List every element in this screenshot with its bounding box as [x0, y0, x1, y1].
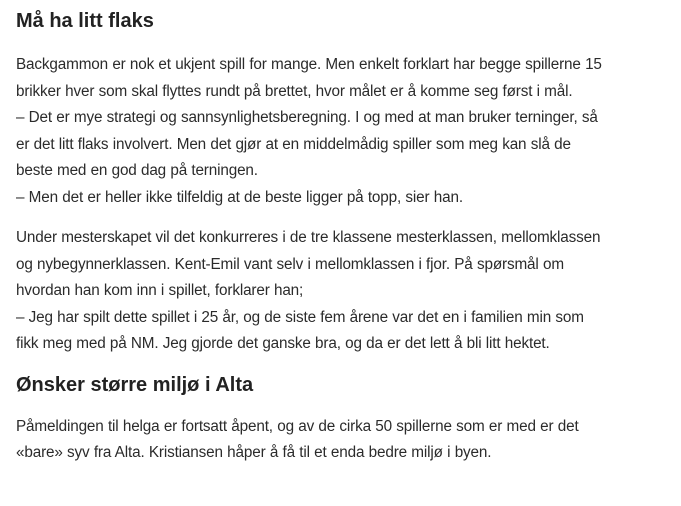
section-heading-miljo: Ønsker større miljø i Alta — [16, 373, 254, 396]
text-line: beste med en god dag på terningen. — [16, 162, 258, 179]
section-heading-flaks: Må ha litt flaks — [16, 10, 154, 32]
text-line: er det litt flaks involvert. Men det gjør at en middelmådig spiller som meg kan slå de — [16, 135, 571, 153]
paragraph-registration — [16, 414, 665, 467]
text-line: – Men det er heller ikke tilfeldig at de beste ligger på topp, sier han. — [16, 188, 463, 206]
paragraph-backgammon-intro — [16, 52, 665, 211]
text-line: hvordan han kom inn i spillet, forklarer han; — [16, 282, 304, 299]
text-line: Backgammon er nok et ukjent spill for mange. Men enkelt forklart har begge spillerne 15 — [16, 56, 602, 73]
text-line: og nybegynnerklassen. Kent-Emil vant selv i mellomklassen i fjor. På spørsmål om — [16, 255, 564, 273]
text-line: brikker hver som skal flyttes rundt på brettet, hvor målet er å komme seg først i mål. — [16, 82, 573, 100]
text-line: – Jeg har spilt dette spillet i 25 år, og de siste fem årene var det en i familien min som — [16, 308, 584, 326]
text-line: – Det er mye strategi og sannsynlighetsberegning. I og med at man bruker terninger, så — [16, 109, 598, 126]
text-line: Under mesterskapet vil det konkurreres i de tre klassene mesterklassen, mellomklassen — [16, 229, 601, 246]
text-line: Påmeldingen til helga er fortsatt åpent, og av de cirka 50 spillerne som er med er det — [16, 417, 579, 435]
paragraph-championship-classes — [16, 225, 665, 358]
text-line: fikk meg med på NM. Jeg gjorde det ganske bra, og da er det lett å bli litt hektet. — [16, 335, 550, 352]
text-line: «bare» syv fra Alta. Kristiansen håper å få til et enda bedre miljø i byen. — [16, 444, 492, 461]
